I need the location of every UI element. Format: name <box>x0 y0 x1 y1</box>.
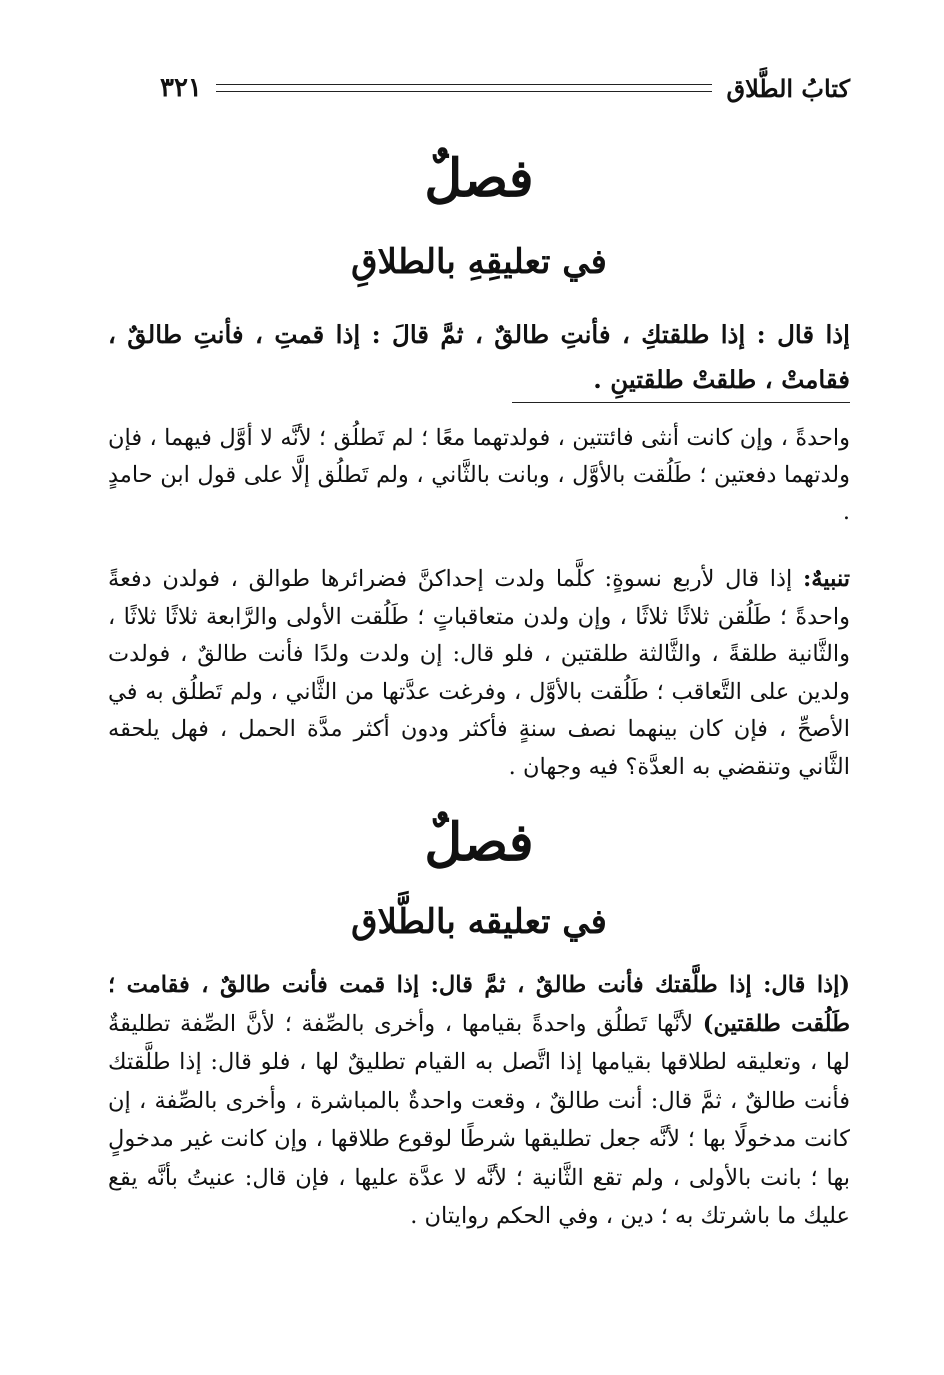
section-heading-2 <box>108 812 850 874</box>
section-subheading-2 <box>108 900 850 944</box>
commentary-paragraph: واحدةً ، وإن كانت أنثى فائتتين ، فولدتهما معًا ؛ لم تَطلُق ؛ لأنَّه لا أوَّل فيهما ، فإن ولدتهما دفعتين ؛ طَلُقت بالأوَّل ، وبانت بالثَّاني ، ولم تَطلُق إلَّا على قول ابن حامدٍ . <box>108 425 850 525</box>
sharh-paragraph <box>108 966 850 1236</box>
section-subtitle: في تعليقه بالطَّلاق <box>351 902 607 942</box>
page-number: ٣٢١ <box>160 73 202 103</box>
section-subheading-1 <box>108 240 850 284</box>
book-title: كتابُ الطَّلاق <box>726 73 850 103</box>
section-title: فصلٌ <box>424 148 534 209</box>
tanbih-paragraph <box>108 561 850 786</box>
running-header <box>160 66 850 110</box>
section-subtitle: في تعليقِهِ بالطلاقِ <box>351 242 607 282</box>
matn-text-2: (إذا قال: إذا طلَّقتك فأنت طالقٌ ، ثمَّ قال: إذا قمت فأنت طالقٌ ، فقامت ؛ طَلُقت طلقتين) <box>108 972 850 1037</box>
section-heading-1 <box>108 148 850 210</box>
section-title: فصلٌ <box>424 812 534 873</box>
matn-text-1: إذا قال : إذا طلقتكِ ، فأنتِ طالقٌ ، ثمَّ قالَ : إذا قمتِ ، فأنتِ طالقٌ ، فقامتْ ، طلقتْ طلقتينِ . <box>108 320 850 394</box>
sharh-explanation: لأنَّها تَطلُق واحدةً بقيامها ، وأخرى بالصِّفة ؛ لأنَّ الصِّفة تطليقةٌ لها ، وتعليقه لطلاقها بقيامها إذا اتَّصل به القيام تطليقٌ لها ، فلو قال: إذا طلَّقتك فأنت طالقٌ ، ثمَّ قال: أنت طالقٌ ، وقعت واحدةٌ بالمباشرة ، وأخرى بالصِّفة ، إن كانت مدخولًا بها ؛ لأنَّه جعل تطليقها شرطًا لوقوع طلاقها ، وإن كانت غير مدخولٍ بها ؛ بانت بالأولى ، ولم تقع الثَّانية ؛ لأنَّه لا عدَّة عليها ، فإن قال: عنيتُ بأنَّه يقع عليك ما باشرتك به ؛ دين ، وفي الحكم روايتان . <box>108 1010 850 1229</box>
matn-underline <box>512 402 850 403</box>
tanbih-text: إذا قال لأربع نسوةٍ: كلَّما ولدت إحداكنَّ فضرائرها طوالق ، فولدن دفعةً واحدةً ؛ طَلُقن ثلاثًا ثلاثًا ، وإن ولدن متعاقباتٍ ؛ طَلُقت الأولى والرَّابعة ثلاثًا ثلاثًا ، والثَّانية طلقةً ، والثَّالثة طلقتين ، فلو قال: إن ولدت ولدًا فأنت طالقٌ ، فولدت ولدين على التَّعاقب ؛ طَلُقت بالأوَّل ، وفرغت عدَّتها من الثَّاني ، ولم تَطلُق به في الأصحِّ ، فإن كان بينهما نصف سنةٍ فأكثر ودون أكثر مدَّة الحمل ، فهل يلحقه الثَّاني وتنقضي به العدَّة؟ فيه وجهان . <box>108 566 850 780</box>
header-rule <box>216 84 713 92</box>
tanbih-label: تنبيهٌ: <box>803 566 850 592</box>
